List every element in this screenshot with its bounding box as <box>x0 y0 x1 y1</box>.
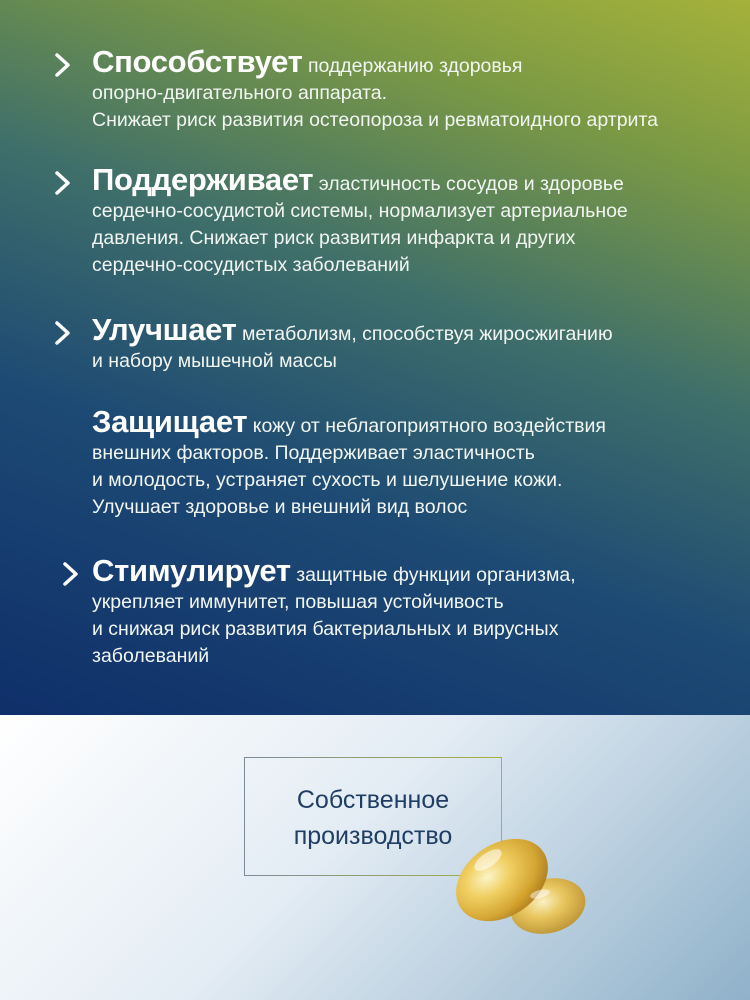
benefit-item <box>92 162 732 279</box>
benefit-text: защитные функции организма, <box>296 564 576 586</box>
chevron-right-icon <box>52 170 74 196</box>
benefit-line: заболеваний <box>92 645 210 667</box>
chevron-right-icon <box>60 561 82 587</box>
chevron-right-icon <box>52 52 74 78</box>
badge-line: Собственное <box>296 786 450 814</box>
benefit-lead: Стимулирует <box>92 553 291 588</box>
benefit-line: укрепляет иммунитет, повышая устойчивость <box>92 591 504 613</box>
benefit-line: сердечно-сосудистых заболеваний <box>92 254 410 276</box>
benefit-line: Улучшает здоровье и внешний вид волос <box>92 496 468 518</box>
chevron-right-icon <box>52 320 74 346</box>
benefit-item <box>92 44 732 134</box>
badge-line: производство <box>293 822 453 850</box>
capsules-image <box>440 818 600 958</box>
benefit-line: опорно-двигательного аппарата. <box>92 82 387 104</box>
benefit-lead: Улучшает <box>92 312 237 347</box>
benefit-text: метаболизм, способствуя жиросжиганию <box>241 323 613 345</box>
benefit-line: и снижая риск развития бактериальных и вирусных <box>92 618 559 640</box>
benefit-line: и набору мышечной массы <box>92 350 337 372</box>
benefit-line: и молодость, устраняет сухость и шелушение кожи. <box>92 469 563 491</box>
benefit-line: внешних факторов. Поддерживает эластичность <box>92 442 535 464</box>
benefit-lead: Способствует <box>92 44 303 79</box>
benefit-lead: Поддерживает <box>92 162 314 197</box>
benefit-text: кожу от неблагоприятного воздействия <box>252 415 606 437</box>
benefit-text: эластичность сосудов и здоровье <box>318 173 624 195</box>
benefit-item <box>92 404 732 521</box>
benefit-item <box>92 553 732 670</box>
benefit-item <box>92 312 732 375</box>
benefit-lead: Защищает <box>92 404 248 439</box>
benefit-line: Снижает риск развития остеопороза и ревматоидного артрита <box>92 109 658 131</box>
benefit-line: сердечно-сосудистой системы, нормализует артериальное <box>92 200 628 222</box>
benefit-text: поддержанию здоровья <box>307 55 523 77</box>
benefit-line: давления. Снижает риск развития инфаркта и других <box>92 227 576 249</box>
